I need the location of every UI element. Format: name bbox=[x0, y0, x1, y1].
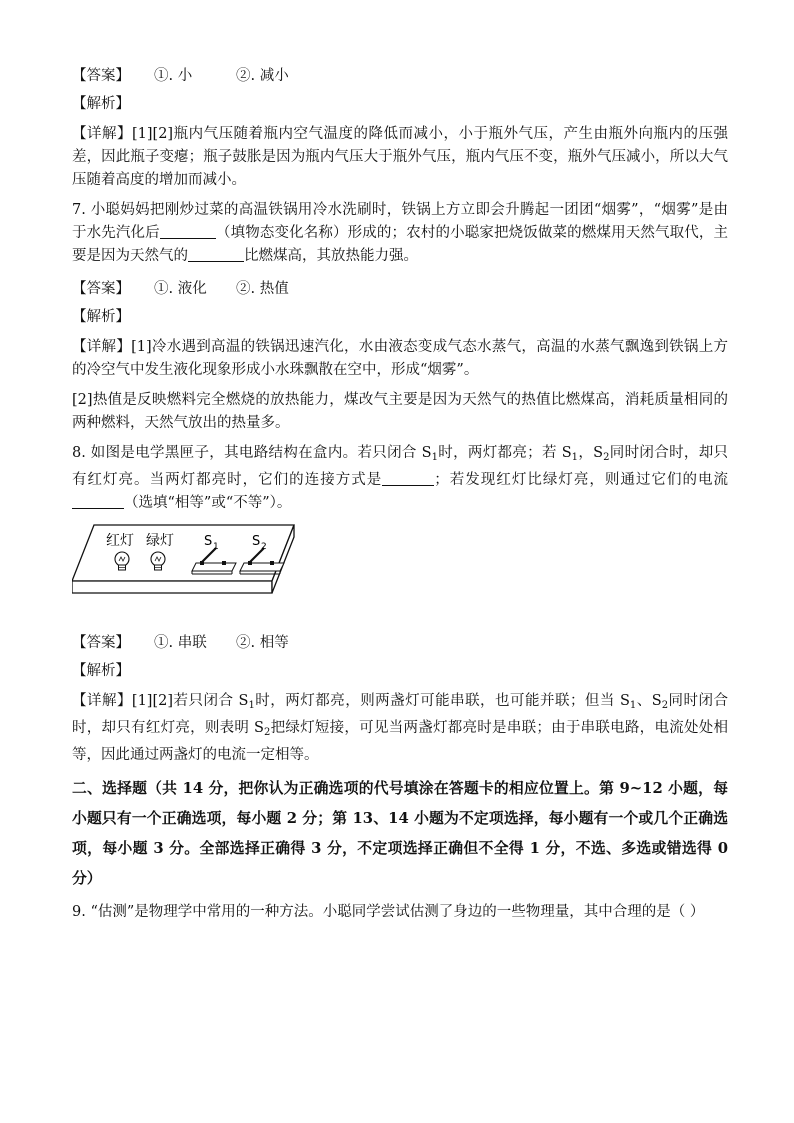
q6-answer-row bbox=[72, 62, 728, 87]
black-box-figure bbox=[72, 523, 728, 615]
box-front bbox=[72, 581, 272, 593]
s2-subscript: 2 bbox=[261, 542, 267, 552]
q8-answer-row bbox=[72, 629, 728, 654]
blank-1[interactable] bbox=[160, 222, 216, 239]
section-2-heading: 二、选择题（共 14 分，把你认为正确选项的代号填涂在答题卡的相应位置上。第 9~12 小题，每小题只有一个正确选项，每小题 2 分；第 13、14 小题为不定项选择，每小题有一个或几个正确选项，每小题 3 分。全部选择正确得 3 分，不定项选择正确但不全得 1 分，不选、多选或错选得 0 分） bbox=[72, 780, 728, 887]
q8-stem: 8. 如图是电学黑匣子，其电路结构在盒内。若只闭合 $S_1$时，两灯都亮；若 $S_1$，$S_2$同时闭合时，却只有红灯亮。当两灯都亮时，它们的连接方式是 ；若发现红灯比绿灯亮，则通过它们的电流（选填“相等”或“不等”）。 bbox=[72, 445, 729, 511]
answer-1: ①. 串联 bbox=[154, 635, 207, 651]
s1-label: S bbox=[204, 534, 213, 549]
q8-analysis-tag: 【解析】 bbox=[72, 663, 130, 679]
answer-2: ②. 热值 bbox=[236, 281, 289, 297]
document-page bbox=[72, 62, 728, 931]
q9-stem: 9. “估测”是物理学中常用的一种方法。小聪同学尝试估测了身边的一些物理量，其中合理的是（ ） bbox=[72, 904, 705, 920]
black-box-diagram bbox=[72, 523, 312, 615]
answer-1: ①. 小 bbox=[154, 68, 193, 84]
blank-1[interactable] bbox=[382, 469, 434, 486]
answer-2: ②. 相等 bbox=[236, 635, 289, 651]
q8-detail: 【详解】[1][2]若只闭合 $S_1$时，两灯都亮，则两盏灯可能串联，也可能并联；但当 $S_1$、$S_2$同时闭合时，却只有红灯亮，则表明 $S_2$把绿灯短接，可见当两盏灯都亮时是串联；由于串联电路，电流处处相等，因此通过两盏灯的电流一定相等。 bbox=[72, 693, 729, 763]
q7-analysis-tag: 【解析】 bbox=[72, 309, 130, 325]
answer-1: ①. 液化 bbox=[154, 281, 207, 297]
q7-answer-row bbox=[72, 275, 728, 300]
red-lamp-label: 红灯 bbox=[106, 533, 134, 549]
blank-2[interactable] bbox=[188, 245, 244, 262]
answer-tag: 【答案】 bbox=[72, 635, 130, 651]
answer-tag: 【答案】 bbox=[72, 68, 130, 84]
answer-tag: 【答案】 bbox=[72, 281, 130, 297]
blank-2[interactable] bbox=[72, 492, 124, 509]
q7-stem: 7. 小聪妈妈把刚炒过菜的高温铁锅用冷水洗刷时，铁锅上方立即会升腾起一团团“烟雾”，“烟雾”是由于水先汽化后 （填物态变化名称）形成的；农村的小聪家把烧饭做菜的燃煤用天然气取代，主要是因为天然气的 比燃煤高，其放热能力强。 bbox=[72, 202, 729, 264]
q6-analysis-tag: 【解析】 bbox=[72, 96, 130, 112]
answer-2: ②. 减小 bbox=[236, 68, 289, 84]
green-lamp-label: 绿灯 bbox=[146, 533, 174, 549]
q7-detail-2: [2]热值是反映燃料完全燃烧的放热能力，煤改气主要是因为天然气的热值比燃煤高，消耗质量相同的两种燃料，天然气放出的热量多。 bbox=[72, 392, 728, 431]
s2-label: S bbox=[252, 534, 261, 549]
s1-subscript: 1 bbox=[213, 542, 219, 552]
q7-detail-1: 【详解】[1]冷水遇到高温的铁锅迅速汽化，水由液态变成气态水蒸气，高温的水蒸气飘逸到铁锅上方的冷空气中发生液化现象形成小水珠飘散在空中，形成“烟雾”。 bbox=[72, 339, 728, 378]
q6-detail: 【详解】[1][2]瓶内气压随着瓶内空气温度的降低而减小，小于瓶外气压，产生由瓶外向瓶内的压强差，因此瓶子变瘪；瓶子鼓胀是因为瓶内气压大于瓶外气压，瓶内气压不变，瓶外气压减小，所以大气压随着高度的增加而减小。 bbox=[72, 126, 728, 188]
